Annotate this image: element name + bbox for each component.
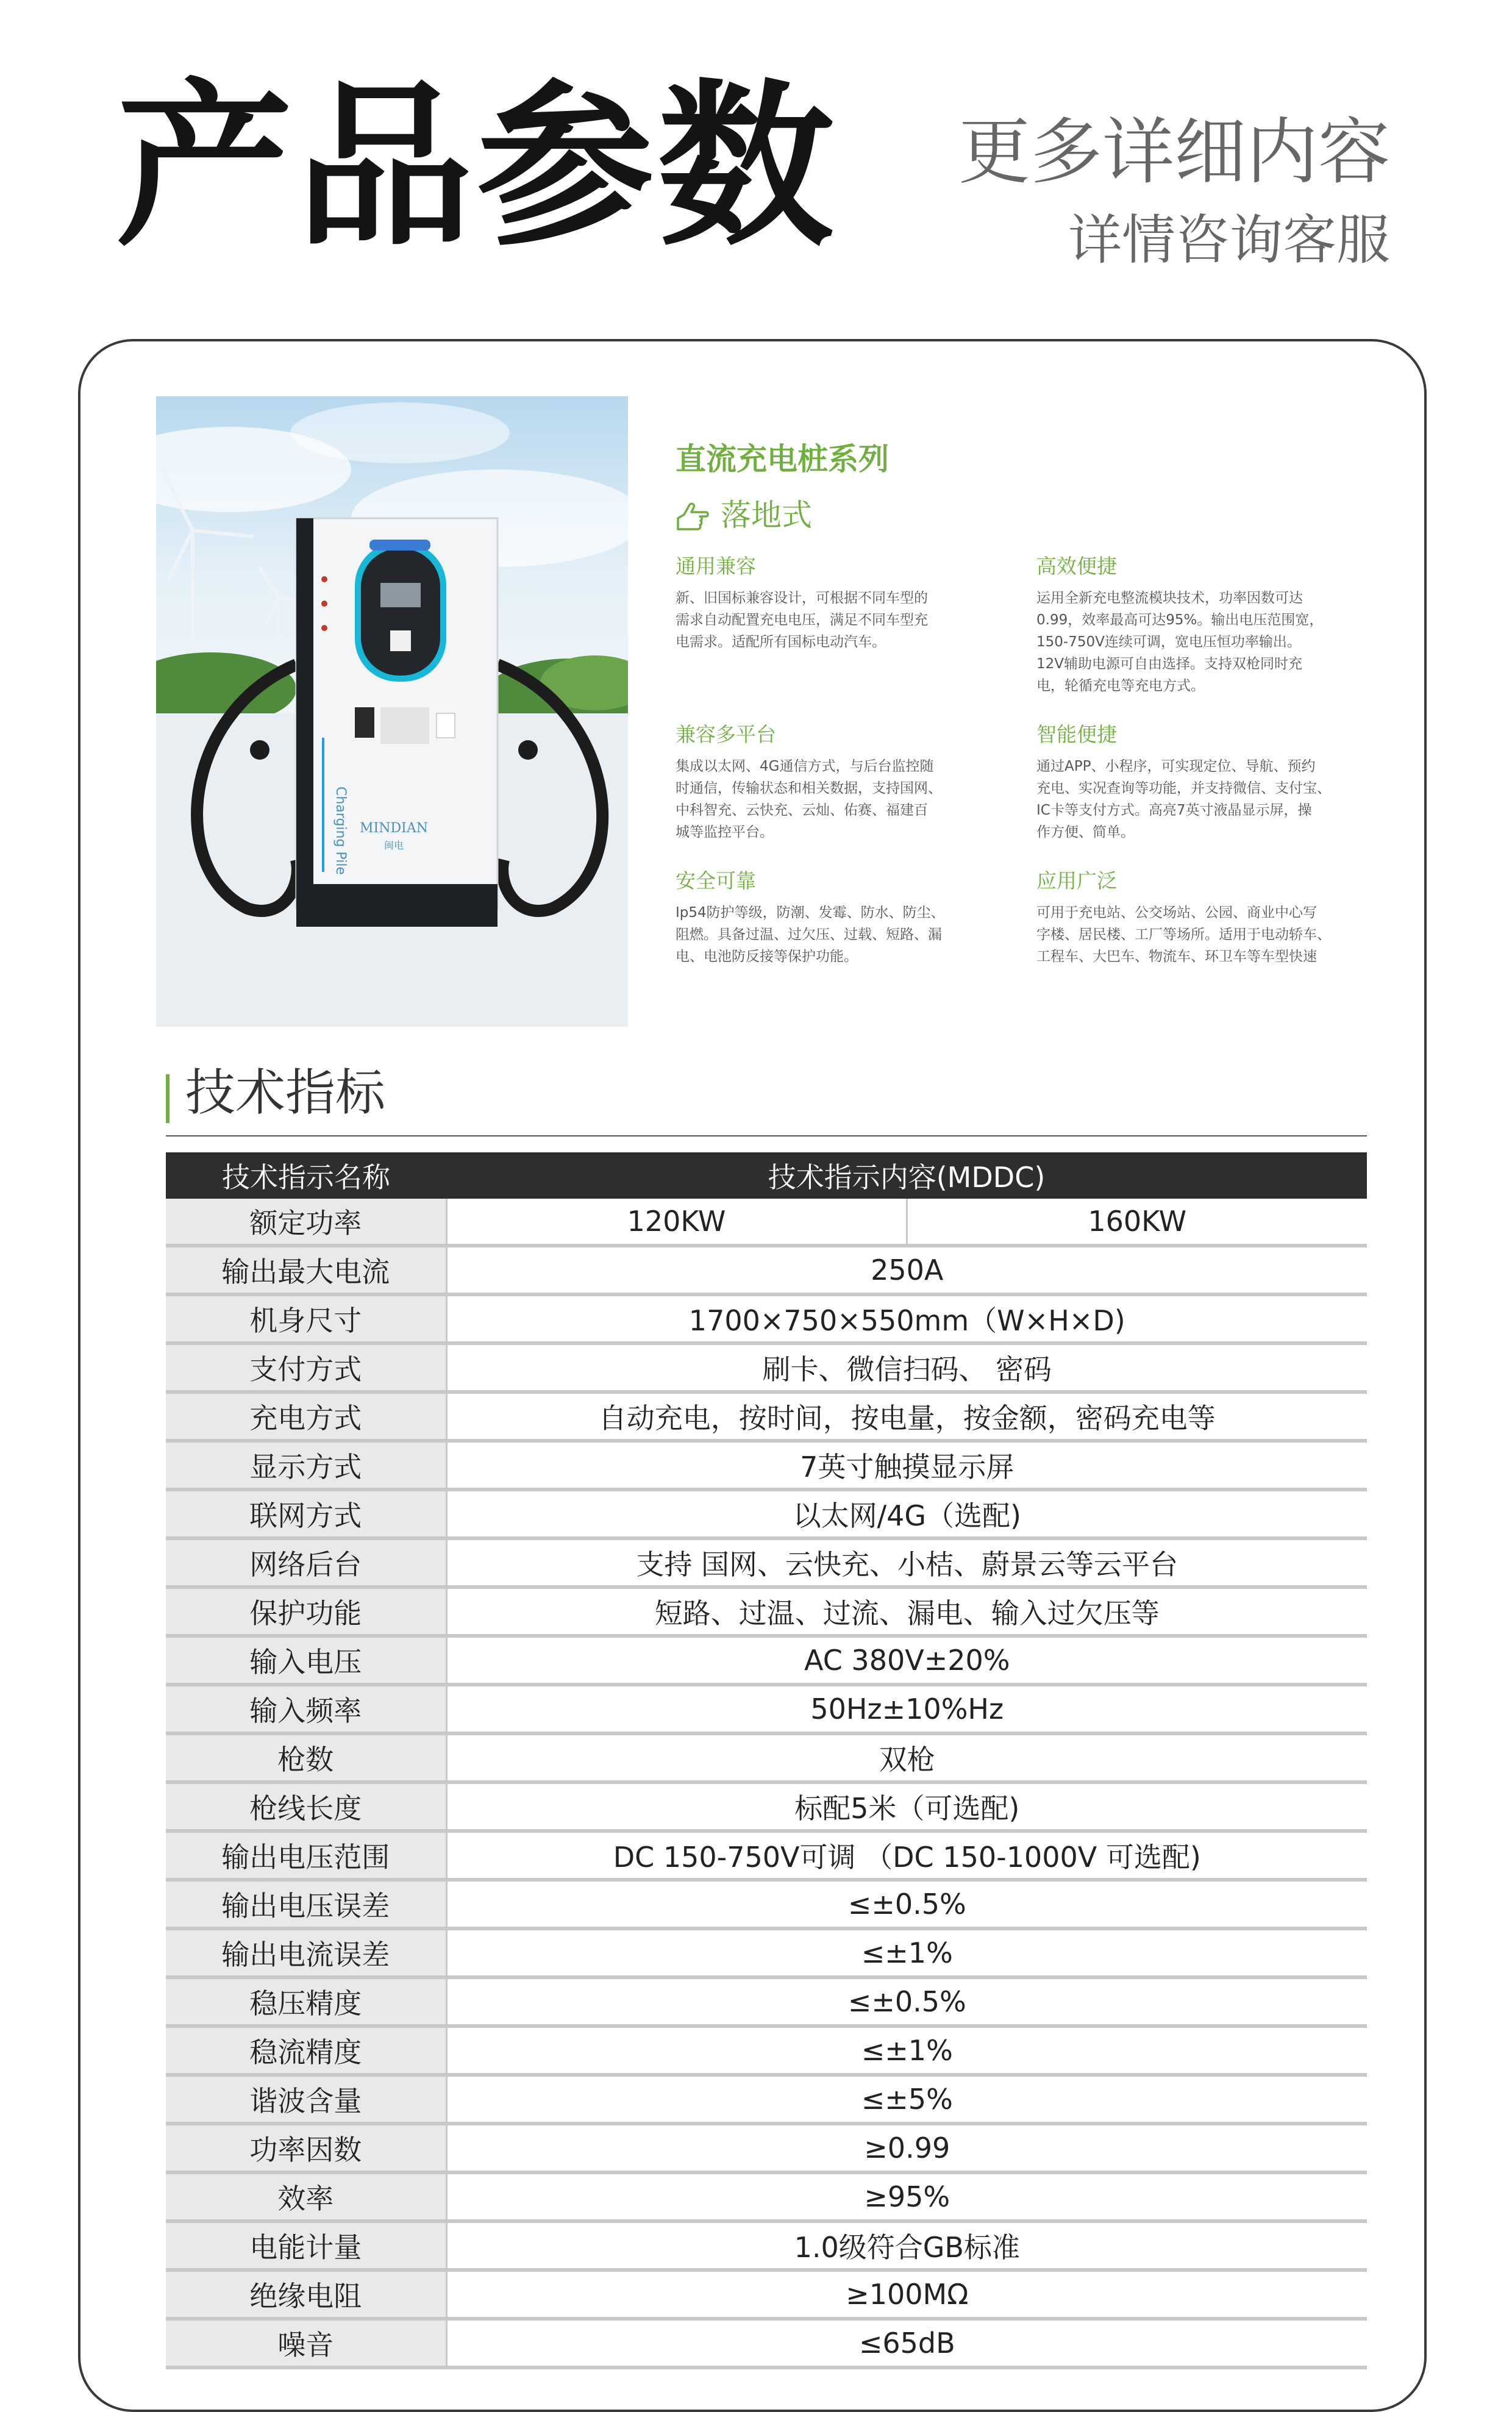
- spec-name: 联网方式: [166, 1490, 446, 1538]
- feature-text: 运用全新充电整流模块技术，功率因数可达 0.99，效率最高可达95%。输出电压范围宽， 150-750V连续可调，宽电压恒功率输出。 12V辅助电源可自由选择。支持双枪同时充 电，轮循充电等充电方式。: [1036, 590, 1324, 694]
- spec-name: 稳流精度: [166, 2026, 446, 2075]
- feature-text: 集成以太网、4G通信方式，与后台监控随 时通信，传输状态和相关数据，支持国网、 中科智充、云快充、云灿、佑赛、福建百 城等监控平台。: [676, 758, 942, 840]
- spec-row: [166, 1636, 1367, 1685]
- spec-name: 充电方式: [166, 1392, 446, 1441]
- spec-value: ≤±1%: [446, 2026, 1367, 2075]
- brand-text: MINDIAN: [360, 821, 428, 836]
- spec-name: 输出电压误差: [166, 1880, 446, 1929]
- spec-value: 120KW: [446, 1199, 907, 1246]
- feature-text: 可用于充电站、公交场站、公园、商业中心写 字楼、居民楼、工厂等场所。适用于电动轿车、 工程车、大巴车、物流车、环卫车等车型快速: [1036, 905, 1331, 965]
- series-type: 落地式: [721, 498, 812, 533]
- spec-name: 效率: [166, 2172, 446, 2221]
- spec-name: 显示方式: [166, 1441, 446, 1490]
- spec-value: ≥95%: [446, 2172, 1367, 2221]
- spec-value: 250A: [446, 1246, 1367, 1294]
- feature-high-efficiency: [1036, 556, 1384, 697]
- spec-row-rated-power: [166, 1199, 1367, 1246]
- feature-title: 智能便捷: [1036, 723, 1117, 746]
- spec-name: 输出最大电流: [166, 1246, 446, 1294]
- spec-value: 刷卡、微信扫码、 密码: [446, 1343, 1367, 1392]
- spec-name: 输入频率: [166, 1685, 446, 1733]
- spec-value: 160KW: [907, 1199, 1367, 1246]
- spec-name: 输入电压: [166, 1636, 446, 1685]
- spec-value: 1.0级符合GB标准: [446, 2221, 1367, 2270]
- spec-value: 短路、过温、过流、漏电、输入过欠压等: [446, 1587, 1367, 1636]
- spec-value: AC 380V±20%: [446, 1636, 1367, 1685]
- spec-name: 电能计量: [166, 2221, 446, 2270]
- spec-row: [166, 1490, 1367, 1538]
- spec-row: [166, 2075, 1367, 2124]
- spec-value: 以太网/4G（选配): [446, 1490, 1367, 1538]
- spec-value: ≥0.99: [446, 2124, 1367, 2172]
- feature-smart-convenience: [1036, 724, 1384, 843]
- spec-value: 标配5米（可选配): [446, 1782, 1367, 1831]
- feature-multi-platform: [676, 724, 1023, 843]
- spec-row: [166, 1294, 1367, 1343]
- feature-title: 高效便捷: [1036, 554, 1117, 578]
- spec-value: ≥100MΩ: [446, 2270, 1367, 2319]
- spec-col-name-header: 技术指示名称: [166, 1152, 446, 1199]
- spec-row: [166, 1782, 1367, 1831]
- feature-universal-compatibility: [676, 556, 1023, 653]
- spec-value: ≤±0.5%: [446, 1977, 1367, 2026]
- feature-text: 新、旧国标兼容设计，可根据不同车型的 需求自动配置充电电压，满足不同车型充 电需求。适配所有国标电动汽车。: [676, 590, 928, 650]
- spec-heading-divider: [166, 1135, 1367, 1136]
- feature-title: 安全可靠: [676, 869, 756, 893]
- spec-row: [166, 2172, 1367, 2221]
- spec-row: [166, 1685, 1367, 1733]
- spec-row: [166, 1246, 1367, 1294]
- product-image: [156, 396, 628, 1027]
- spec-table: [166, 1152, 1367, 2369]
- spec-value: 50Hz±10%Hz: [446, 1685, 1367, 1733]
- feature-text: Ip54防护等级，防潮、发霉、防水、防尘、 阻燃。具备过温、过欠压、过载、短路、漏 电、电池防反接等保护功能。: [676, 905, 945, 965]
- spec-heading: 技术指标: [185, 1064, 386, 1122]
- spec-row: [166, 2221, 1367, 2270]
- spec-value: 7英寸触摸显示屏: [446, 1441, 1367, 1490]
- spec-name: 枪线长度: [166, 1782, 446, 1831]
- spec-name: 网络后台: [166, 1538, 446, 1587]
- spec-value: 1700×750×550mm（W×H×D): [446, 1294, 1367, 1343]
- side-text: Charging Pile: [333, 787, 348, 875]
- spec-name: 机身尺寸: [166, 1294, 446, 1343]
- spec-name: 稳压精度: [166, 1977, 446, 2026]
- spec-row: [166, 1587, 1367, 1636]
- spec-value: 支持 国网、云快充、小桔、蔚景云等云平台: [446, 1538, 1367, 1587]
- spec-value: ≤65dB: [446, 2319, 1367, 2367]
- spec-heading-accent: [166, 1074, 169, 1123]
- series-title: 直流充电桩系列: [676, 441, 889, 477]
- spec-value: 双枪: [446, 1733, 1367, 1782]
- spec-row: [166, 1392, 1367, 1441]
- spec-row: [166, 1441, 1367, 1490]
- spec-row: [166, 1880, 1367, 1929]
- spec-row: [166, 1733, 1367, 1782]
- spec-name: 枪数: [166, 1733, 446, 1782]
- spec-value: DC 150-750V可调 （DC 150-1000V 可选配): [446, 1831, 1367, 1880]
- feature-safety: [676, 871, 1023, 968]
- spec-row: [166, 1343, 1367, 1392]
- spec-value: ≤±1%: [446, 1929, 1367, 1977]
- consult-service-text: 详情咨询客服: [1068, 209, 1390, 271]
- feature-title: 兼容多平台: [676, 723, 776, 746]
- feature-text: 通过APP、小程序，可实现定位、导航、预约 充电、实况查询等功能，并支持微信、支付宝、 IC卡等支付方式。高亮7英寸液晶显示屏，操 作方便、简单。: [1036, 758, 1331, 840]
- spec-table-header: [166, 1152, 1367, 1199]
- feature-wide-application: [1036, 871, 1384, 968]
- feature-title: 应用广泛: [1036, 869, 1117, 893]
- spec-row: [166, 1977, 1367, 2026]
- spec-name: 额定功率: [166, 1199, 446, 1246]
- spec-row: [166, 1831, 1367, 1880]
- spec-value: ≤±5%: [446, 2075, 1367, 2124]
- page-title: 产品参数: [116, 65, 838, 270]
- feature-title: 通用兼容: [676, 554, 756, 578]
- spec-name: 功率因数: [166, 2124, 446, 2172]
- spec-name: 输出电流误差: [166, 1929, 446, 1977]
- spec-row: [166, 1538, 1367, 1587]
- spec-row: [166, 2319, 1367, 2367]
- spec-name: 谐波含量: [166, 2075, 446, 2124]
- spec-value: 自动充电，按时间，按电量，按金额，密码充电等: [446, 1392, 1367, 1441]
- more-details-text: 更多详细内容: [958, 110, 1390, 194]
- spec-name: 输出电压范围: [166, 1831, 446, 1880]
- brand-subtext: 闽电: [383, 840, 404, 851]
- spec-col-content-header: 技术指示内容(MDDC): [446, 1152, 1367, 1199]
- spec-name: 绝缘电阻: [166, 2270, 446, 2319]
- spec-row: [166, 2124, 1367, 2172]
- spec-row: [166, 2270, 1367, 2319]
- spec-value: ≤±0.5%: [446, 1880, 1367, 1929]
- spec-row: [166, 2026, 1367, 2075]
- spec-name: 支付方式: [166, 1343, 446, 1392]
- spec-name: 保护功能: [166, 1587, 446, 1636]
- hand-pointing-icon: [676, 500, 710, 534]
- spec-name: 噪音: [166, 2319, 446, 2367]
- spec-row: [166, 1929, 1367, 1977]
